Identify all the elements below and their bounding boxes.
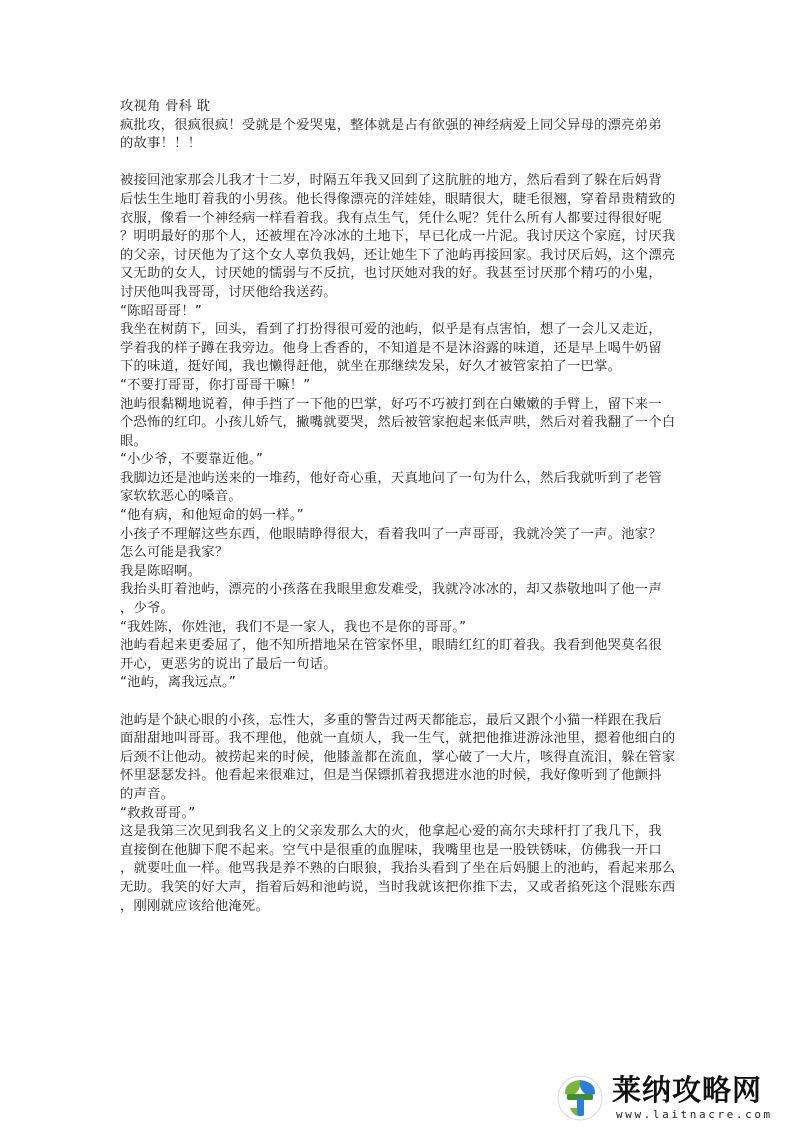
text-line: 被接回池家那会儿我才十二岁，时隔五年我又回到了这肮脏的地方，然后看到了躲在后妈背 <box>120 173 662 189</box>
text-line: 的声音。 <box>120 786 175 802</box>
paragraph-gap <box>120 693 680 712</box>
text-line: “不要打哥哥，你打哥哥干嘛！” <box>120 377 311 393</box>
text-line: 小孩子不理解这些东西，他眼睛睁得很大，看着我叫了一声哥哥，我就冷笑了一声。池家？ <box>120 526 662 542</box>
text-line: 的父亲，讨厌他为了这个女人辜负我妈，还让她生下了池屿再接回家。我讨厌后妈，这个漂亮 <box>120 247 676 263</box>
text-line: 无助。我笑的好大声，指着后妈和池屿说，当时我就该把你推下去，又或者掐死这个混账东西 <box>120 879 676 895</box>
text-line: 下的味道，挺好闻，我也懒得赶他，就坐在那继续发呆，好久才被管家拍了一巴掌。 <box>120 359 622 375</box>
text-line: 我坐在树荫下，回头，看到了打扮得很可爱的池屿，似乎是有点害怕，想了一会儿又走近， <box>120 322 662 338</box>
text-line: 个恐怖的红印。小孩儿娇气，撇嘴就要哭，然后被管家抱起来低声哄，然后对着我翻了一个白 <box>120 415 676 431</box>
text-line: “池屿，离我远点。” <box>120 675 237 691</box>
article-body <box>120 98 680 916</box>
text-line: ，少爷。 <box>120 601 175 617</box>
site-watermark <box>552 1072 792 1126</box>
paragraph-gap <box>120 154 680 173</box>
text-line: 怎么可能是我家？ <box>120 545 229 561</box>
text-line: 家软软恶心的嗓音。 <box>120 489 242 505</box>
text-line: 池屿很黏糊地说着，伸手挡了一下他的巴掌，好巧不巧被打到在白嫩嫩的手臂上，留下来一 <box>120 396 662 412</box>
text-line: 开心，更恶劣的说出了最后一句话。 <box>120 656 337 672</box>
text-line: 直接倒在他脚下爬不起来。空气中是很重的血腥味，我嘴里也是一股铁锈味，仿佛我一开口 <box>120 842 662 858</box>
text-line: 后怯生生地盯着我的小男孩。他长得像漂亮的洋娃娃，眼睛很大，睫毛很翘，穿着昂贵精致的 <box>120 191 676 207</box>
text-line: 池屿看起来更委屈了，他不知所措地呆在管家怀里，眼睛红红的盯着我。我看到他哭莫名很 <box>120 638 662 654</box>
text-line: 面甜甜地叫哥哥。我不理他，他就一直烦人，我一生气，就把他推进游泳池里，摁着他细白的 <box>120 731 676 747</box>
text-line: 怀里瑟瑟发抖。他看起来很难过，但是当保镖抓着我摁进水池的时候，我好像听到了他颤抖 <box>120 768 662 784</box>
text-line: 眼。 <box>120 433 148 449</box>
text-line: 又无助的女人，讨厌她的懦弱与不反抗，也讨厌她对我的好。我甚至讨厌那个精巧的小鬼， <box>120 266 662 282</box>
text-line: 我脚边还是池屿送来的一堆药，他好奇心重，天真地问了一句为什么，然后我就听到了老管 <box>120 470 662 486</box>
text-line: “我姓陈，你姓池，我们不是一家人，我也不是你的哥哥。” <box>120 619 467 635</box>
text-line: 讨厌他叫我哥哥，讨厌他给我送药。 <box>120 284 337 300</box>
text-line: 衣服，像看一个神经病一样看着我。我有点生气，凭什么呢？凭什么所有人都要过得很好呢 <box>120 210 662 226</box>
text-line: 的故事！！！ <box>120 136 202 152</box>
leaf-t-logo-icon <box>556 1074 604 1122</box>
text-line: 学着我的样子蹲在我旁边。他身上香香的，不知道是不是沐浴露的味道，还是早上喝牛奶留 <box>120 340 662 356</box>
text-line: ，刚刚就应该给他淹死。 <box>120 898 270 914</box>
text-line: ，就要吐血一样。他骂我是养不熟的白眼狼，我抬头看到了坐在后妈腿上的池屿，看起来那么 <box>120 861 676 877</box>
text-line: 池屿是个缺心眼的小孩，忘性大，多重的警告过两天都能忘，最后又跟个小猫一样跟在我后 <box>120 712 662 728</box>
text-line: 这是我第三次见到我名义上的父亲发那么大的火，他拿起心爱的高尔夫球杆打了我几下，我 <box>120 824 662 840</box>
text-line: 我是陈昭啊。 <box>120 563 202 579</box>
text-line: “陈昭哥哥！” <box>120 303 203 319</box>
watermark-site-name: 莱纳攻略网 <box>612 1073 763 1107</box>
text-line: ？明明最好的那个人，还被埋在冷冰冰的土地下，早已化成一片泥。我讨厌这个家庭，讨厌我 <box>120 229 676 245</box>
text-line: 后颈不让他动。被捞起来的时候，他膝盖都在流血，掌心破了一大片，咳得直流泪，躲在管家 <box>120 749 676 765</box>
document-tags: 攻视角 骨科 耽 <box>120 99 211 114</box>
text-line: “小少爷，不要靠近他。” <box>120 452 264 468</box>
text-line: 我抬头盯着池屿，漂亮的小孩落在我眼里愈发难受，我就冷冰冰的，却又恭敬地叫了他一声 <box>120 582 662 598</box>
text-line: 疯批攻，很疯很疯！受就是个爱哭鬼，整体就是占有欲强的神经病爱上同父异母的漂亮弟弟 <box>120 117 662 133</box>
text-line: “救救哥哥。” <box>120 805 196 821</box>
watermark-url: www.laitnacre.com <box>616 1108 773 1121</box>
text-line: “他有病，和他短命的妈一样。” <box>120 508 304 524</box>
